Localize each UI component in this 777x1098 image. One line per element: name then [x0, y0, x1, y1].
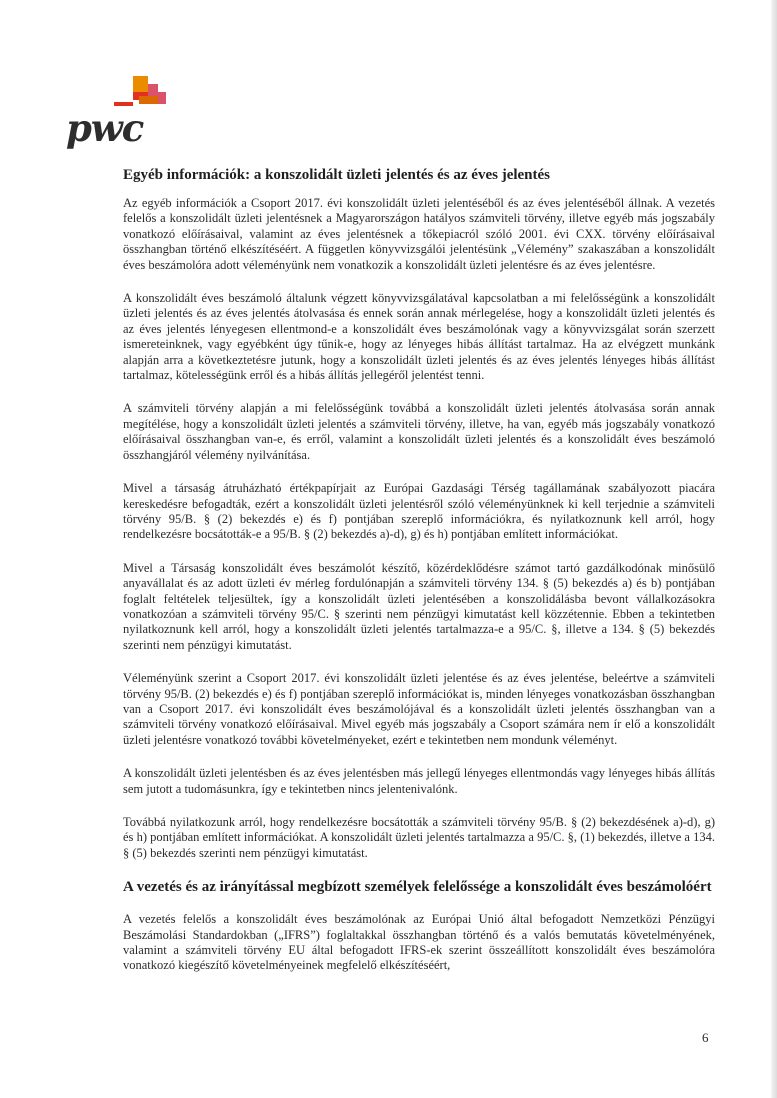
paragraph: Mivel a Társaság konszolidált éves beszámolót készítő, közérdeklődésre számot tartó gazdálkodónak minősülő anyavállalat és az adott üzleti év mérleg fordulónapján a számviteli törvény 134. § (5) bekezdés a) és b) pontjában foglalt feltételek teljesültek, így a konszolidált üzleti jelentésében a konszolidálásba bevont vállalkozásokra vonatkozóan a számviteli törvény 95/C. § szerinti nem pénzügyi kimutatást kell közzétennie. Ebben a tekintetben nyilatkoznunk kell arról, hogy a konszolidált üzleti jelentés tartalmazza-e a 95/C. §, illetve a 134. § (5) bekezdés szerinti nem pénzügyi kimutatást.	[123, 560, 715, 652]
paragraph: A vezetés felelős a konszolidált éves beszámolónak az Európai Unió által befogadott Nemzetközi Pénzügyi Beszámolási Standardokban („IFRS”) foglaltakkal összhangban történő és a valós bemutatás követelményének, valamint a számviteli törvény EU által befogadott IFRS-ek szerint összeállított konszolidált éves beszámolóra vonatkozó kiegészítő követelményeinek megfelelő elkészítéséért,	[123, 912, 715, 973]
paragraph: A konszolidált üzleti jelentésben és az éves jelentésben más jellegű lényeges ellentmondás vagy lényeges hibás állítás sem jutott a tudomásunkra, így e tekintetben nincs jelentenivalónk.	[123, 766, 715, 796]
document-body	[123, 166, 715, 992]
page-number: 6	[702, 1030, 709, 1045]
paragraph: A számviteli törvény alapján a mi felelősségünk továbbá a konszolidált üzleti jelentés átolvasása során annak megítélése, hogy a konszolidált üzleti jelentés a számviteli törvény, illetve, ha van, egyéb más jogszabály vonatkozó előírásaival összhangban van-e, és erről, valamint a konszolidált üzleti jelentés és a konszolidált éves beszámoló összhangjáról vélemény nyilvánítása.	[123, 401, 715, 462]
paragraph: Véleményünk szerint a Csoport 2017. évi konszolidált üzleti jelentése és az éves jelentése, beleértve a számviteli törvény 95/B. (2) bekezdés e) és f) pontjában szereplő információkat is, minden lényeges vonatkozásban összhangban van a Csoport 2017. évi konszolidált éves beszámolójával és a konszolidált üzleti jelentés összhangban van a számviteli törvény vonatkozó előírásaival. Mivel egyéb más jogszabály a Csoport számára nem ír elő a konszolidált üzleti jelentésre vonatkozó további követelményeket, ezért e tekintetben nem mondunk véleményt.	[123, 671, 715, 747]
section-heading-other-information: Egyéb információk: a konszolidált üzleti jelentés és az éves jelentés	[123, 167, 551, 183]
paragraph: A konszolidált éves beszámoló általunk végzett könyvvizsgálatával kapcsolatban a mi felelősségünk a konszolidált üzleti jelentés és az éves jelentés átolvasása és ennek során annak mérlegelése, hogy a konszolidált üzleti jelentés és az éves jelentés lényegesen ellentmond-e a konszolidált éves beszámolónak vagy a könyvvizsgálat során szerzett ismereteinknek, vagy egyébként úgy tűnik-e, hogy az lényeges hibás állítást tartalmaz. Ha az elvégzett munkánk alapján arra a következtetésre jutunk, hogy a konszolidált üzleti jelentés és az éves jelentés lényeges hibás állítást tartalmaz, kötelességünk erről és a hibás állítás jellegéről jelentést tenni.	[123, 291, 715, 383]
pwc-logo-text: pwc	[66, 106, 144, 150]
page-edge	[771, 0, 777, 1098]
section-heading-management-responsibility: A vezetés és az irányítással megbízott személyek felelőssége a konszolidált éves beszámolóért	[123, 879, 712, 896]
paragraph: Továbbá nyilatkozunk arról, hogy rendelkezésre bocsátották a számviteli törvény 95/B. § (2) bekezdésének a)-d), g) és h) pontjában említett információkat. A konszolidált üzleti jelentés tartalmazza a 95/C. §, (1) bekezdés, illetve a 134. § (5) bekezdés szerinti nem pénzügyi kimutatást.	[123, 815, 715, 860]
pwc-logo	[66, 74, 176, 154]
paragraph: Mivel a társaság átruházható értékpapírjait az Európai Gazdasági Térség tagállamának szabályozott piacára kereskedésre befogadták, ezért a konszolidált üzleti jelentésről szóló véleményünknek ki kell terjednie a számviteli törvény 95/B. § (2) bekezdés e) és f) pontjában szereplő információkra, és nyilatkoznunk kell arról, hogy rendelkezésre bocsátották-e a 95/B. § (2) bekezdés a)-d), g) és h) pontjában említett információkat.	[123, 481, 715, 542]
paragraph: Az egyéb információk a Csoport 2017. évi konszolidált üzleti jelentéséből és az éves jelentéséből állnak. A vezetés felelős a konszolidált üzleti jelentésnek a Magyarországon hatályos számviteli törvény, illetve egyéb más jogszabály vonatkozó előírásaival, valamint az éves jelentésnek a tőkepiacról szóló 2001. évi CXX. törvény előírásaival összhangban történő elkészítéséért. A független könyvvizsgálói jelentésünk „Vélemény” szakaszában a konszolidált éves beszámolóra adott véleményünk nem vonatkozik a konszolidált üzleti jelentésre és az éves jelentésre.	[123, 196, 715, 272]
